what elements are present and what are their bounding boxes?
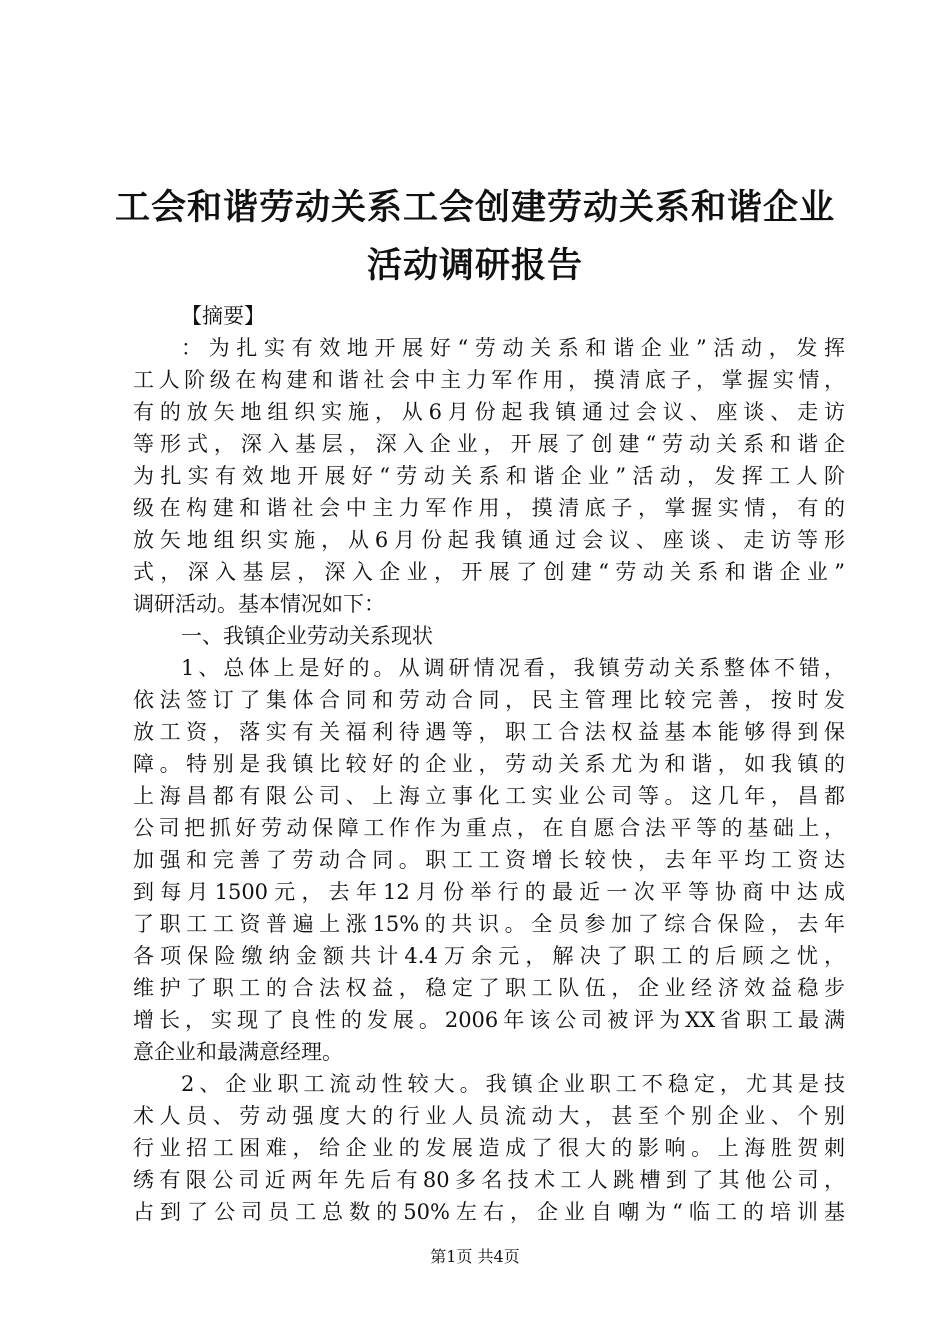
paragraph-line: 了职工工资普遍上涨15%的共识。全员参加了综合保险，去年 — [133, 912, 845, 936]
paragraph-line: 绣有限公司近两年先后有80多名技术工人跳槽到了其他公司， — [133, 1168, 845, 1192]
paragraph-line: 加强和完善了劳动合同。职工工资增长较快，去年平均工资达 — [133, 848, 845, 872]
document-title-line2: 活动调研报告 — [366, 245, 583, 286]
paragraph-line: 维护了职工的合法权益，稳定了职工队伍，企业经济效益稳步 — [133, 976, 845, 1000]
paragraph-line: ：为扎实有效地开展好“劳动关系和谐企业”活动，发挥 — [181, 336, 845, 360]
paragraph-line: 1、总体上是好的。从调研情况看，我镇劳动关系整体不错， — [181, 656, 845, 680]
paragraph-line: 增长，实现了良性的发展。2006年该公司被评为XX省职工最满 — [133, 1008, 845, 1032]
paragraph-line: 各项保险缴纳金额共计4.4万余元，解决了职工的后顾之忧， — [133, 944, 845, 968]
paragraph-line: 一、我镇企业劳动关系现状 — [181, 624, 433, 648]
paragraph-line: 等形式，深入基层，深入企业，开展了创建“劳动关系和谐企 — [133, 432, 845, 456]
paragraph-line: 2、企业职工流动性较大。我镇企业职工不稳定，尤其是技 — [181, 1072, 845, 1096]
document-body — [133, 300, 845, 1228]
paragraph-line: 公司把抓好劳动保障工作作为重点，在自愿合法平等的基础上， — [133, 816, 845, 840]
paragraph-line: 为扎实有效地开展好“劳动关系和谐企业”活动，发挥工人阶 — [133, 464, 845, 488]
paragraph-line: 行业招工困难，给企业的发展造成了很大的影响。上海胜贺刺 — [133, 1136, 845, 1160]
paragraph-line: 式，深入基层，深入企业，开展了创建“劳动关系和谐企业” — [133, 560, 845, 584]
paragraph-line: 放矢地组织实施，从6月份起我镇通过会议、座谈、走访等形 — [133, 528, 845, 552]
paragraph-line: 放工资，落实有关福利待遇等，职工合法权益基本能够得到保 — [133, 720, 845, 744]
paragraph-line: 有的放矢地组织实施，从6月份起我镇通过会议、座谈、走访 — [133, 400, 845, 424]
abstract-label: 【摘要】 — [181, 304, 265, 328]
paragraph-line: 占到了公司员工总数的50%左右，企业自嘲为“临工的培训基 — [133, 1200, 845, 1224]
paragraph-line: 依法签订了集体合同和劳动合同，民主管理比较完善，按时发 — [133, 688, 845, 712]
paragraph-line: 障。特别是我镇比较好的企业，劳动关系尤为和谐，如我镇的 — [133, 752, 845, 776]
paragraph-line: 上海昌都有限公司、上海立事化工实业公司等。这几年，昌都 — [133, 784, 845, 808]
paragraph-line: 工人阶级在构建和谐社会中主力军作用，摸清底子，掌握实情， — [133, 368, 845, 392]
paragraph-line: 意企业和最满意经理。 — [133, 1040, 343, 1064]
paragraph-line: 级在构建和谐社会中主力军作用，摸清底子，掌握实情，有的 — [133, 496, 845, 520]
paragraph-line: 到每月1500元，去年12月份举行的最近一次平等协商中达成 — [133, 880, 845, 904]
paragraph-line: 调研活动。基本情况如下： — [133, 592, 385, 616]
paragraph-line: 术人员、劳动强度大的行业人员流动大，甚至个别企业、个别 — [133, 1104, 845, 1128]
document-title-line1: 工会和谐劳动关系工会创建劳动关系和谐企业 — [114, 187, 835, 228]
page-footer: 第1页 共4页 — [430, 1247, 520, 1266]
